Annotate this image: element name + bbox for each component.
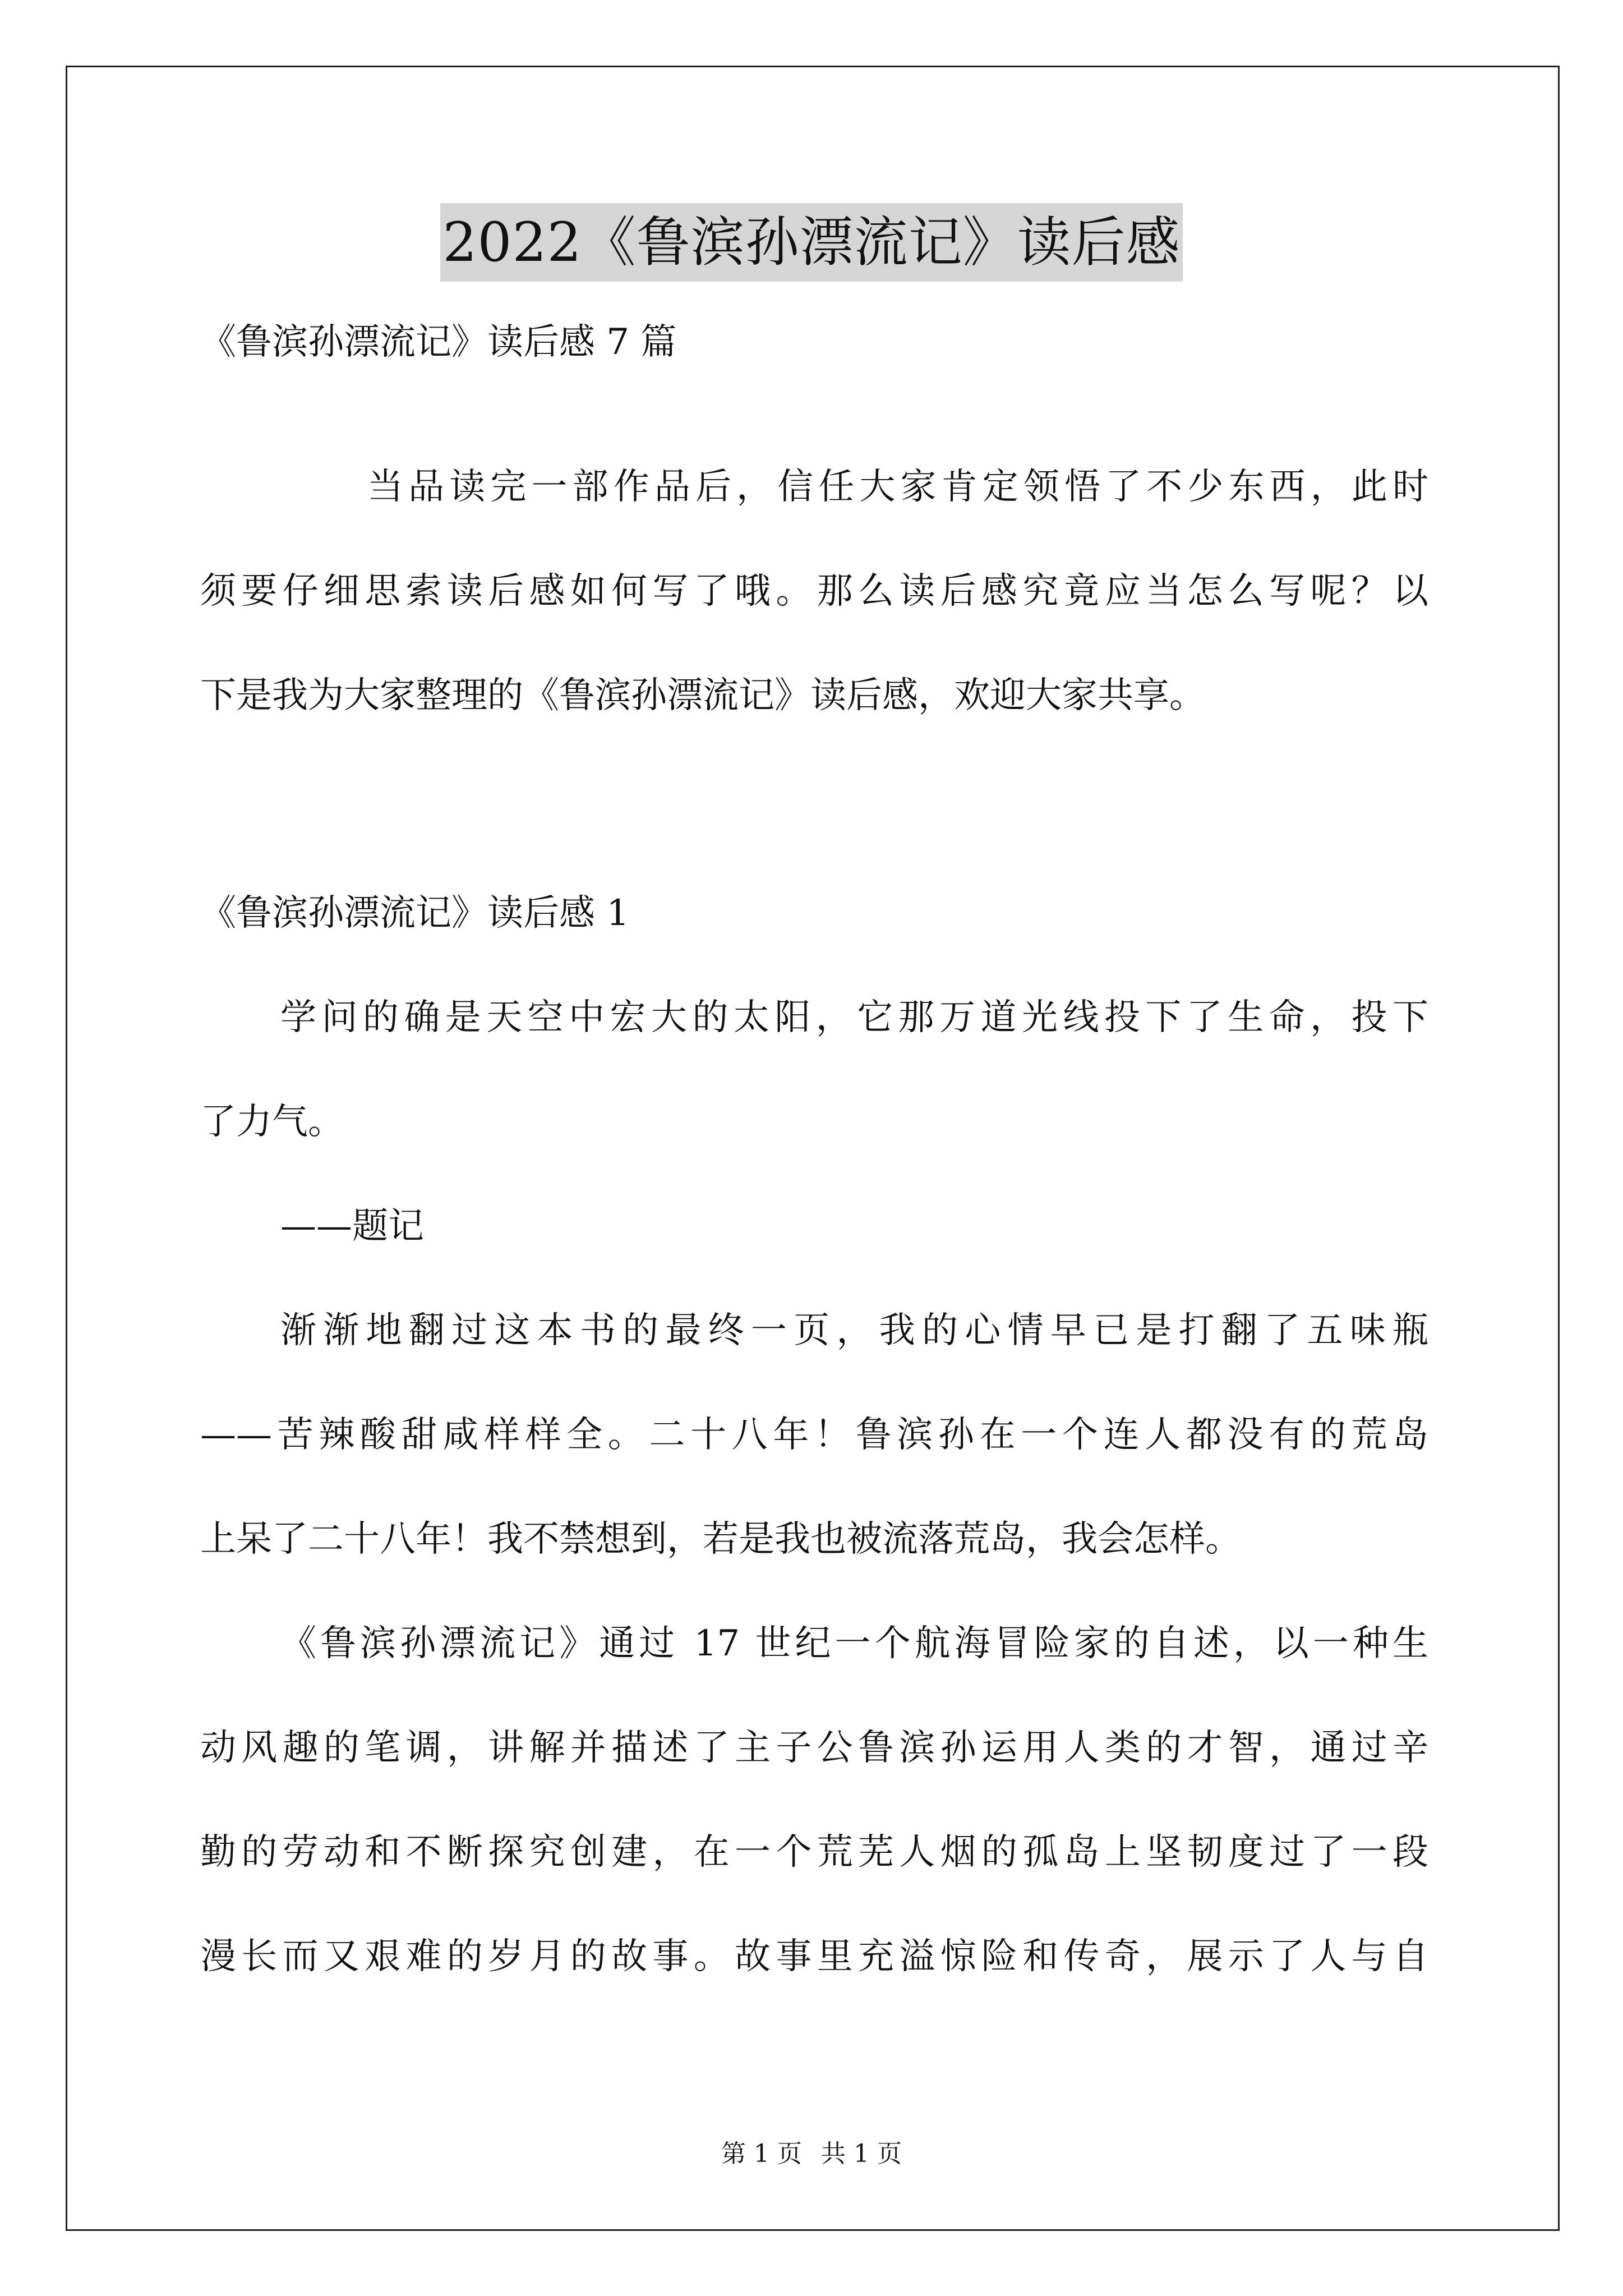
page-number: 第 1 页 xyxy=(721,2139,802,2168)
paragraph-line: 渐渐地翻过这本书的最终一页，我的心情早已是打翻了五味瓶 xyxy=(280,1310,1428,1351)
paragraph-line: 了力气。 xyxy=(200,1101,344,1143)
paragraph-line: 动风趣的笔调，讲解并描述了主子公鲁滨孙运用人类的才智，通过辛 xyxy=(200,1727,1428,1769)
paragraph-line: 勤的劳动和不断探究创建，在一个荒芜人烟的孤岛上坚韧度过了一段 xyxy=(200,1832,1428,1873)
title-container xyxy=(0,203,1623,282)
paragraph-line: 漫长而又艰难的岁月的故事。故事里充溢惊险和传奇，展示了人与自 xyxy=(200,1936,1428,1977)
paragraph-line: 上呆了二十八年！我不禁想到，若是我也被流落荒岛，我会怎样。 xyxy=(200,1519,1241,1560)
page-total: 共 1 页 xyxy=(821,2139,902,2168)
epigraph-attribution: ——题记 xyxy=(280,1205,424,1247)
paragraph-line: ——苦辣酸甜咸样样全。二十八年！鲁滨孙在一个连人都没有的荒岛 xyxy=(200,1414,1428,1456)
subtitle-line: 《鲁滨孙漂流记》读后感 7 篇 xyxy=(200,321,677,363)
paragraph-line: 学问的确是天空中宏大的太阳，它那万道光线投下了生命，投下 xyxy=(280,997,1428,1038)
page-footer xyxy=(0,2137,1623,2171)
paragraph-line: 《鲁滨孙漂流记》通过 17 世纪一个航海冒险家的自述，以一种生 xyxy=(280,1623,1428,1664)
paragraph-line: 当品读完一部作品后，信任大家肯定领悟了不少东西，此时 xyxy=(367,466,1428,508)
document-title: 2022《鲁滨孙漂流记》读后感 xyxy=(440,203,1182,282)
paragraph-line: 须要仔细思索读后感如何写了哦。那么读后感究竟应当怎么写呢？以 xyxy=(200,570,1428,612)
paragraph-line: 下是我为大家整理的《鲁滨孙漂流记》读后感，欢迎大家共享。 xyxy=(200,675,1205,716)
section-heading: 《鲁滨孙漂流记》读后感 1 xyxy=(200,892,630,934)
